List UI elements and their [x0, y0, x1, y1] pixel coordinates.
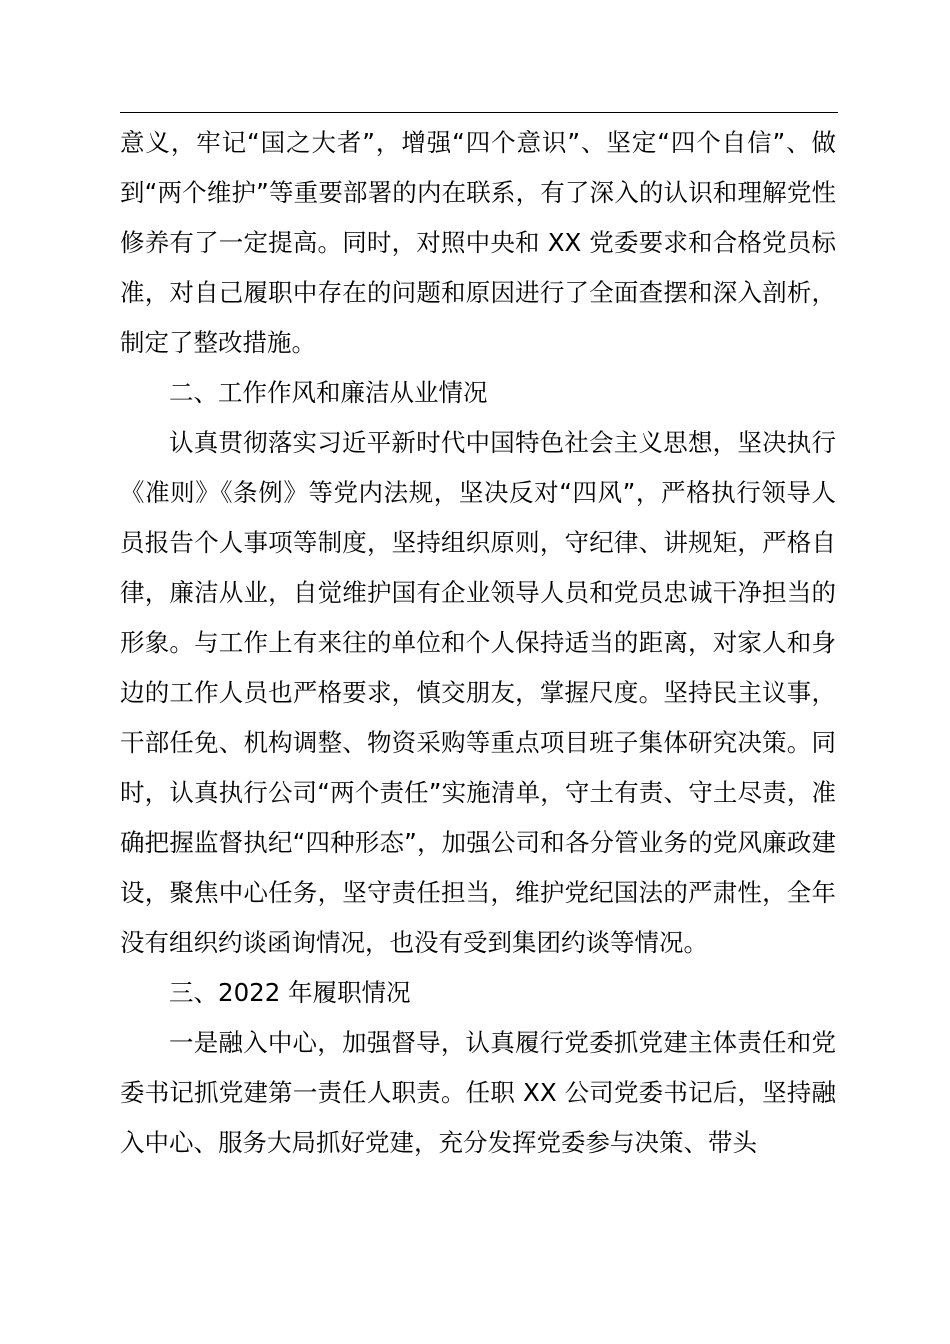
section-heading-3 — [120, 968, 836, 1018]
text-line: 体研究决策。同时，认真执行公司“两个责任”实施清单，守土有 — [120, 728, 837, 807]
section-heading-2 — [120, 368, 836, 418]
text-line: 导人员报告个人事项等制度，坚持组织原则，守纪律、讲规矩， — [120, 478, 837, 557]
text-line: 党委书记抓党建第一责任人职责。任职 XX 公司党委书记后，坚 — [120, 1028, 836, 1107]
text-line: 责、守土尽责，准确把握监督执纪“四种形态”，加强公司和各分 — [120, 778, 837, 857]
text-line: 做到“两个维护”等重要部署的内在联系，有了深入的认识和理解 — [120, 128, 836, 207]
text-line: 持民主议事，干部任免、机构调整、物资采购等重点项目班子集 — [120, 678, 836, 757]
text-line: 持融入中心、服务大局抓好党建，充分发挥党委参与决策、带头 — [120, 1078, 836, 1157]
text-line: 约谈等情况。 — [561, 928, 708, 957]
text-line: 党性修养有了一定提高。同时，对照中央和 XX 党委要求和合格 — [120, 178, 837, 257]
text-line: 对家人和身边的工作人员也严格要求，慎交朋友，掌握尺度。坚 — [120, 628, 837, 707]
text-line: 纪国法的严肃性，全年没有组织约谈函询情况，也没有受到集团 — [120, 878, 837, 957]
text-line: 管业务的党风廉政建设，聚焦中心任务，坚守责任担当，维护党 — [120, 828, 837, 907]
text-line: 行《准则》《条例》等党内法规，坚决反对“四风”，严格执行领 — [120, 428, 836, 507]
text-line: 党员标准，对自己履职中存在的问题和原因进行了全面查摆和深 — [120, 228, 836, 307]
text-line: 二、工作作风和廉洁从业情况 — [169, 378, 488, 407]
text-line: 三、2022 年履职情况 — [169, 978, 411, 1007]
header-rule — [120, 112, 838, 113]
text-line: 严格自律，廉洁从业，自觉维护国有企业领导人员和党员忠诚干 — [120, 528, 837, 607]
paragraph-section-3 — [120, 1018, 836, 1168]
text-line: 认真贯彻落实习近平新时代中国特色社会主义思想，坚决执 — [169, 428, 812, 457]
document-body — [120, 118, 836, 1168]
paragraph-continuation — [120, 118, 836, 368]
text-line: 入剖析，制定了整改措施。 — [120, 278, 837, 357]
text-line: 净担当的形象。与工作上有来往的单位和个人保持适当的距离， — [120, 578, 837, 657]
text-line: 意义，牢记“国之大者”，增强“四个意识”、坚定“四个自信”、 — [120, 128, 812, 157]
text-line: 一是融入中心，加强督导，认真履行党委抓党建主体责任和 — [169, 1028, 812, 1057]
paragraph-section-2 — [120, 418, 836, 968]
